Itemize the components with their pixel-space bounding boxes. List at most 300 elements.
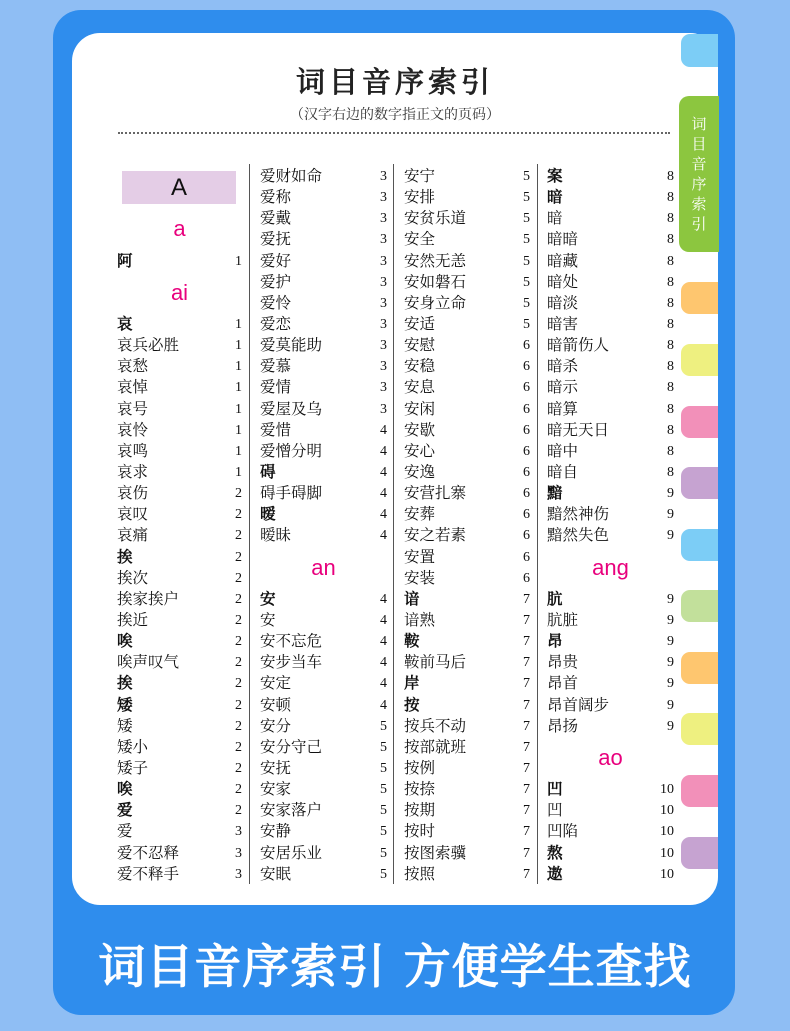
index-entry [547,821,674,842]
entry-word: 唉声叹气 [117,653,180,672]
index-entry [260,272,387,293]
entry-word: 爱屋及乌 [260,399,323,418]
entry-page-number: 1 [235,359,242,375]
entry-word: 昂 [547,632,563,651]
entry-page-number: 7 [523,739,530,755]
index-entry [260,864,387,885]
index-entry [547,673,674,694]
index-entry [260,673,387,694]
entry-page-number: 9 [667,612,674,628]
side-tab-char: 音 [691,155,707,173]
entry-word: 阿 [117,251,133,270]
side-tab[interactable] [681,713,718,745]
index-entry [260,314,387,335]
entry-word: 安置 [404,547,436,566]
entry-word: 鞍 [404,632,420,651]
entry-page-number: 10 [660,782,674,798]
entry-word: 爱惜 [260,420,292,439]
entry-page-number: 3 [380,274,387,290]
index-entry [404,272,530,293]
index-entry [404,547,530,568]
entry-word: 按捺 [404,780,436,799]
entry-word: 安葬 [404,505,436,524]
entry-word: 暗自 [547,462,579,481]
index-entry [260,610,387,631]
side-tab-char: 目 [691,135,707,153]
entry-page-number: 8 [667,295,674,311]
index-entry [547,356,674,377]
entry-page-number: 6 [523,549,530,565]
entry-word: 安逸 [404,462,436,481]
entry-page-number: 4 [380,507,387,523]
index-entry [547,504,674,525]
entry-page-number: 9 [667,528,674,544]
index-entry [260,166,387,187]
entry-page-number: 4 [380,676,387,692]
entry-page-number: 7 [523,845,530,861]
entry-word: 暗无天日 [547,420,610,439]
entry-page-number: 5 [380,845,387,861]
side-tab[interactable] [681,344,718,376]
index-entry [404,293,530,314]
entry-word: 爱护 [260,272,292,291]
index-entry [117,504,242,525]
entry-word: 暗 [547,188,563,207]
entry-word: 碍 [260,462,276,481]
entry-word: 黯然神伤 [547,505,610,524]
entry-page-number: 2 [235,486,242,502]
entry-word: 案 [547,167,563,185]
entry-word: 唉 [117,632,133,651]
entry-word: 谙 [404,589,420,608]
entry-word: 安营扎寨 [404,484,467,503]
bottom-banner: 词目音序索引 方便学生查找 [98,940,692,995]
entry-word: 暗 [547,209,563,228]
entry-page-number: 5 [523,253,530,269]
entry-page-number: 5 [523,274,530,290]
entry-page-number: 7 [523,824,530,840]
entry-word: 暗箭伤人 [547,336,610,355]
index-entry [117,716,242,737]
entry-page-number: 1 [235,443,242,459]
entry-word: 暗杀 [547,357,579,376]
entry-word: 矮小 [117,737,149,756]
index-entry [260,462,387,483]
entry-word: 矮 [117,695,133,714]
entry-page-number: 2 [235,697,242,713]
index-entry [260,335,387,356]
index-entry [404,525,530,546]
index-entry [260,251,387,272]
entry-page-number: 2 [235,591,242,607]
entry-word: 哀痛 [117,526,149,545]
entry-page-number: 2 [235,528,242,544]
entry-page-number: 1 [235,253,242,269]
pinyin-heading: an [311,554,336,580]
index-entry [404,377,530,398]
index-entry [117,589,242,610]
entry-word: 挨近 [117,611,149,629]
entry-page-number: 6 [523,338,530,354]
entry-word: 安分守己 [260,737,323,756]
index-entry [404,568,530,589]
entry-page-number: 4 [380,443,387,459]
entry-page-number: 7 [523,634,530,650]
index-entry [547,462,674,483]
index-entry [260,821,387,842]
entry-word: 爱情 [260,378,292,397]
entry-word: 安身立命 [404,293,467,312]
index-entry [117,758,242,779]
index-entry [404,504,530,525]
entry-page-number: 1 [235,317,242,333]
entry-page-number: 10 [660,803,674,819]
entry-word: 肮 [547,589,563,608]
entry-word: 暗处 [547,272,579,291]
index-entry [404,758,530,779]
index-entry [404,420,530,441]
entry-page-number: 3 [380,359,387,375]
entry-page-number: 6 [523,359,530,375]
entry-word: 爱憎分明 [260,441,323,460]
entry-page-number: 7 [523,655,530,671]
entry-page-number: 8 [667,253,674,269]
index-entry [404,737,530,758]
entry-word: 安不忘危 [260,632,323,651]
index-entry [404,673,530,694]
entry-page-number: 8 [667,316,674,332]
index-entry [117,737,242,758]
entry-page-number: 6 [523,507,530,523]
entry-word: 爱 [117,801,133,820]
index-entry [117,462,242,483]
letter-a-header: A [122,171,236,204]
index-entry [260,631,387,652]
entry-word: 哀鸣 [117,441,149,460]
entry-page-number: 5 [523,316,530,332]
entry-word: 昂首 [547,674,579,693]
entry-page-number: 8 [667,169,674,184]
index-entry [117,779,242,800]
index-entry [404,589,530,610]
column-divider [393,164,394,884]
entry-page-number: 4 [380,464,387,480]
entry-word: 挨家挨户 [117,589,180,608]
entry-word: 凹陷 [547,822,579,841]
entry-word: 哀愁 [117,357,149,376]
entry-word: 爱抚 [260,230,292,249]
index-entry [547,420,674,441]
entry-page-number: 10 [660,845,674,861]
index-entry [117,800,242,821]
entry-word: 暗藏 [547,251,579,270]
index-entry [404,779,530,800]
entry-page-number: 9 [667,486,674,502]
page-title: 词目音序索引 [295,65,494,99]
entry-word: 黯 [547,484,563,503]
entry-word: 爱好 [260,251,292,270]
index-entry [117,547,242,568]
entry-word: 暧 [260,505,276,524]
entry-word: 暗淡 [547,293,579,312]
entry-page-number: 3 [380,190,387,206]
side-tab[interactable] [681,34,718,67]
index-entry [117,695,242,716]
entry-word: 安装 [404,568,436,587]
index-entry [260,779,387,800]
side-tab[interactable] [681,652,718,684]
entry-word: 哀兵必胜 [117,336,180,355]
side-tab[interactable] [681,406,718,438]
index-entry [547,166,674,187]
entry-word: 爱莫能助 [260,336,323,355]
side-tab-char: 引 [691,215,707,233]
index-entry [117,399,242,420]
entry-word: 爱不释手 [117,864,180,883]
entry-page-number: 7 [523,760,530,776]
index-entry [117,652,242,673]
entry-page-number: 5 [380,718,387,734]
index-entry [260,504,387,525]
entry-page-number: 7 [523,782,530,798]
index-entry [547,314,674,335]
entry-word: 安步当车 [260,653,323,672]
index-entry [404,229,530,250]
entry-page-number: 7 [523,718,530,734]
entry-page-number: 7 [523,591,530,607]
index-entry [117,525,242,546]
entry-page-number: 3 [380,253,387,269]
entry-page-number: 5 [380,760,387,776]
index-entry [547,589,674,610]
index-entry [547,631,674,652]
entry-word: 暗暗 [547,230,579,249]
index-column-4 [547,166,674,885]
entry-page-number: 2 [235,803,242,819]
side-tab[interactable] [681,282,718,314]
entry-page-number: 5 [380,803,387,819]
entry-page-number: 5 [380,739,387,755]
entry-word: 安然无恙 [404,251,467,270]
index-entry [260,589,387,610]
entry-word: 按 [404,695,420,714]
entry-word: 安定 [260,674,292,693]
entry-word: 爱不忍释 [117,843,180,862]
index-entry [117,483,242,504]
entry-word: 按时 [404,822,436,841]
index-column-3 [404,166,530,885]
index-entry [117,631,242,652]
entry-page-number: 6 [523,380,530,396]
index-entry [260,843,387,864]
index-entry [404,631,530,652]
entry-page-number: 4 [380,422,387,438]
entry-word: 爱 [117,822,133,841]
entry-page-number: 10 [660,866,674,882]
index-entry [260,652,387,673]
index-entry [260,293,387,314]
index-entry [404,251,530,272]
page-subtitle: （汉字右边的数字指正文的页码） [290,107,500,123]
entry-word: 安抚 [260,758,292,777]
entry-word: 安歇 [404,420,436,439]
spacer [117,166,242,208]
entry-page-number: 3 [380,211,387,227]
entry-page-number: 2 [235,613,242,628]
entry-page-number: 8 [667,274,674,290]
entry-page-number: 3 [235,866,242,882]
index-entry [117,843,242,864]
index-entry [404,652,530,673]
entry-page-number: 6 [523,464,530,480]
index-entry [260,229,387,250]
entry-page-number: 7 [523,612,530,628]
entry-page-number: 1 [235,401,242,417]
entry-word: 安宁 [404,167,436,185]
index-entry [547,779,674,800]
entry-page-number: 4 [380,591,387,607]
index-entry [404,356,530,377]
entry-word: 安 [260,589,276,608]
index-entry [117,251,242,272]
index-entry [404,399,530,420]
index-entry [404,610,530,631]
index-entry [404,314,530,335]
index-entry [404,695,530,716]
entry-word: 安如磐石 [404,272,467,291]
side-tab-char: 索 [691,195,707,213]
entry-page-number: 7 [523,697,530,713]
entry-page-number: 3 [380,338,387,354]
entry-page-number: 7 [523,676,530,692]
column-divider [249,164,250,884]
entry-word: 按图索骥 [404,843,467,862]
entry-page-number: 8 [667,380,674,396]
index-entry [404,208,530,229]
index-entry [260,695,387,716]
entry-word: 按例 [404,758,436,777]
entry-word: 谙熟 [404,610,436,629]
entry-word: 安静 [260,822,292,841]
index-entry [404,800,530,821]
pinyin-heading: ang [592,554,629,580]
side-tab[interactable] [681,590,718,622]
index-entry [404,187,530,208]
side-tab[interactable] [681,529,718,561]
entry-word: 昂扬 [547,716,579,735]
index-entry [547,208,674,229]
index-entry [404,462,530,483]
entry-page-number: 8 [667,190,674,206]
entry-page-number: 7 [523,866,530,882]
entry-page-number: 8 [667,359,674,375]
index-entry [117,420,242,441]
entry-word: 安顿 [260,695,292,714]
entry-page-number: 8 [667,464,674,480]
index-entry [547,652,674,673]
side-tab-char: 词 [691,115,707,133]
entry-page-number: 2 [235,760,242,776]
index-entry [547,272,674,293]
entry-page-number: 4 [380,528,387,544]
entry-page-number: 9 [667,655,674,671]
entry-page-number: 9 [667,718,674,734]
index-entry [547,716,674,737]
entry-word: 安居乐业 [260,843,323,862]
index-entry [404,335,530,356]
entry-word: 哀号 [117,399,149,418]
entry-page-number: 5 [523,169,530,184]
index-entry [404,483,530,504]
entry-page-number: 5 [380,866,387,882]
entry-word: 安 [260,610,276,629]
entry-page-number: 2 [235,718,242,734]
entry-word: 熬 [547,843,563,862]
index-entry [117,568,242,589]
index-entry [260,483,387,504]
index-entry [260,399,387,420]
entry-page-number: 2 [235,507,242,523]
entry-page-number: 9 [667,634,674,650]
side-tab[interactable] [681,467,718,499]
index-entry [117,314,242,335]
entry-word: 爱财如命 [260,167,323,185]
entry-word: 安分 [260,716,292,735]
side-tab-index[interactable] [679,96,719,252]
column-divider [537,164,538,884]
entry-word: 昂贵 [547,653,579,672]
side-tab-char: 序 [691,175,707,193]
index-entry [260,716,387,737]
index-entry [547,800,674,821]
index-entry [117,821,242,842]
entry-word: 安闲 [404,399,436,418]
index-entry [260,187,387,208]
entry-word: 暗示 [547,378,579,397]
entry-page-number: 5 [380,824,387,840]
index-entry [547,187,674,208]
entry-page-number: 5 [523,190,530,206]
index-entry [547,843,674,864]
entry-page-number: 3 [380,232,387,248]
entry-page-number: 3 [380,316,387,332]
entry-word: 鞍前马后 [404,653,467,672]
index-entry [547,441,674,462]
index-entry [117,864,242,885]
index-column-2 [260,166,387,885]
entry-word: 爱恋 [260,314,292,333]
entry-word: 挨 [117,674,133,693]
entry-word: 安适 [404,314,436,333]
index-entry [547,399,674,420]
side-tab[interactable] [681,775,718,807]
entry-word: 暗中 [547,441,579,460]
entry-word: 按照 [404,864,436,883]
entry-word: 安贫乐道 [404,209,467,228]
index-entry [117,335,242,356]
index-entry [404,441,530,462]
entry-page-number: 3 [235,845,242,861]
index-entry [260,377,387,398]
entry-page-number: 8 [667,338,674,354]
entry-page-number: 5 [380,782,387,798]
index-entry [260,420,387,441]
entry-page-number: 5 [523,295,530,311]
entry-page-number: 8 [667,401,674,417]
side-tab[interactable] [681,837,718,869]
entry-page-number: 4 [380,634,387,650]
entry-page-number: 4 [380,697,387,713]
